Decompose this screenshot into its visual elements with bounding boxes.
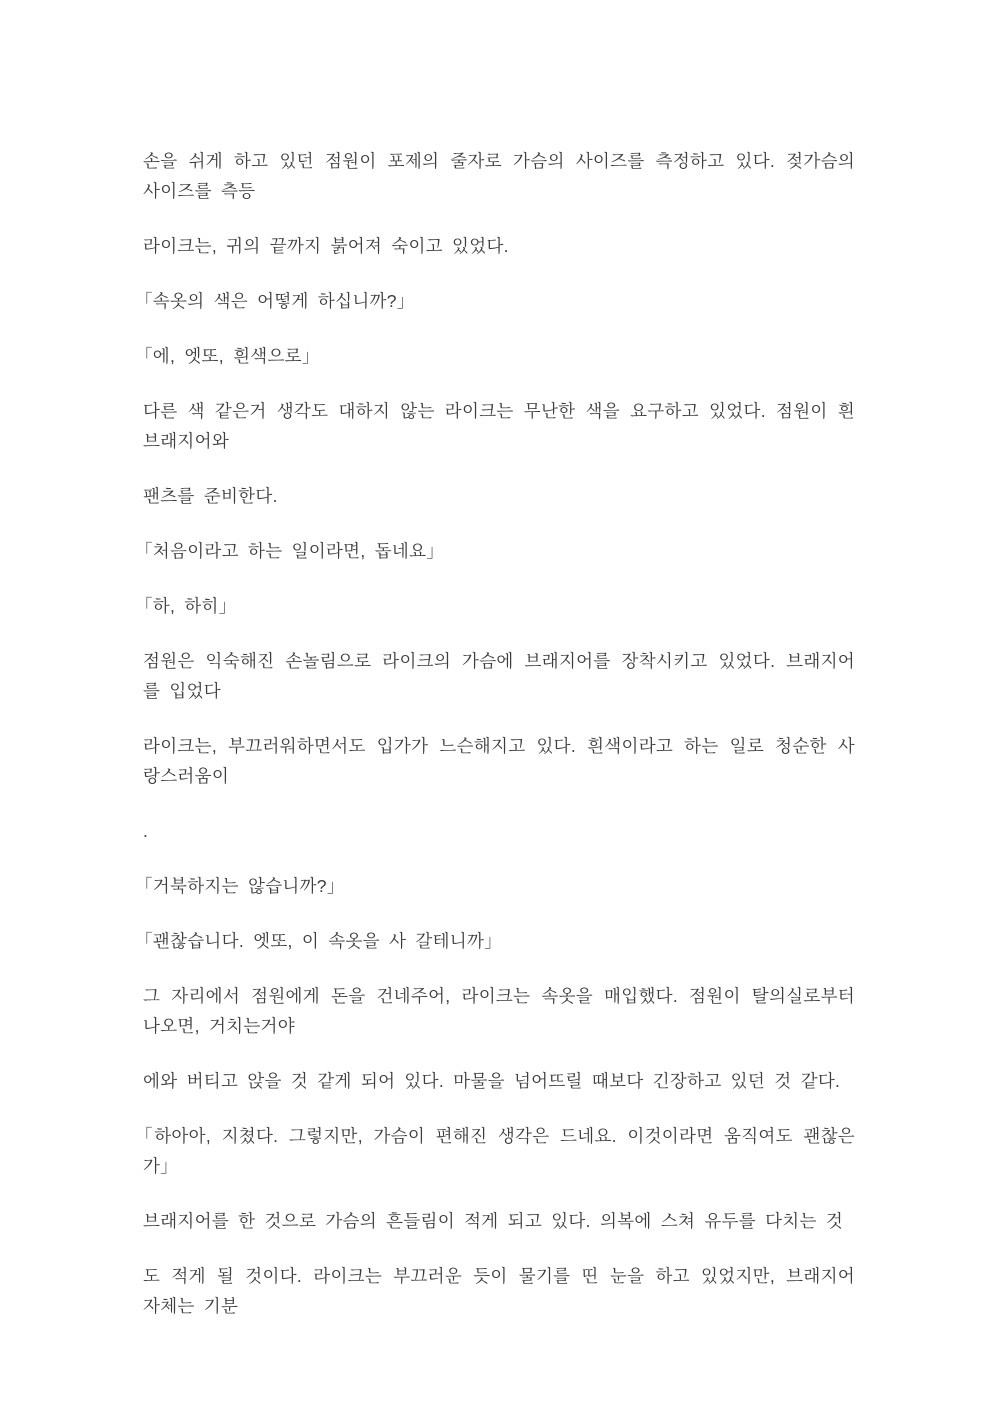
text-content [135,146,855,1346]
paragraph-dialogue: 「에, 엣또, 흰색으로」 [135,346,320,366]
paragraph-narration: 브래지어를 한 것으로 가슴의 흔들림이 적게 되고 있다. 의복에 스쳐 유두를 다치는 것 [143,1211,844,1231]
paragraph-narration: 점원은 익숙해진 손놀림으로 라이크의 가슴에 브래지어를 장착시키고 있었다. 브래지어를 입었다 [143,651,855,701]
paragraph-narration: 다른 색 같은거 생각도 대하지 않는 라이크는 무난한 색을 요구하고 있었다. 점원이 흰 브래지어와 [143,401,855,451]
paragraph-narration: 그 자리에서 점원에게 돈을 건네주어, 라이크는 속옷을 매입했다. 점원이 탈의실로부터 나오면, 거치는거야 [143,986,855,1036]
paragraph-narration: 팬츠를 준비한다. [143,486,278,506]
paragraph-dialogue: 「괜찮습니다. 엣또, 이 속옷을 사 갈테니까」 [135,931,503,951]
paragraph-dialogue: 「처음이라고 하는 일이라면, 돕네요」 [135,541,445,561]
paragraph-narration: 라이크는, 귀의 끝까지 붉어져 숙이고 있었다. [143,236,509,256]
paragraph-narration: 라이크는, 부끄러워하면서도 입가가 느슨해지고 있다. 흰색이라고 하는 일로 청순한 사랑스러움이 [143,736,855,786]
paragraph-dialogue: 「속옷의 색은 어떻게 하십니까?」 [135,291,415,311]
paragraph-narration: . [143,821,149,841]
paragraph-narration: 손을 쉬게 하고 있던 점원이 포제의 줄자로 가슴의 사이즈를 측정하고 있다. 젖가슴의 사이즈를 측등 [143,151,855,201]
paragraph-narration: 도 적게 될 것이다. 라이크는 부끄러운 듯이 물기를 띤 눈을 하고 있었지만, 브래지어 자체는 기분 [143,1266,855,1316]
paragraph-narration: 에와 버티고 앉을 것 같게 되어 있다. 마물을 넘어뜨릴 때보다 긴장하고 있던 것 같다. [143,1071,841,1091]
paragraph-dialogue: 「거북하지는 않습니까?」 [135,876,345,896]
paragraph-dialogue: 「하, 하히」 [135,596,237,616]
paragraph-dialogue: 「하아아, 지쳤다. 그렇지만, 가슴이 편해진 생각은 드네요. 이것이라면 움직여도 괜찮은가」 [135,1126,855,1176]
